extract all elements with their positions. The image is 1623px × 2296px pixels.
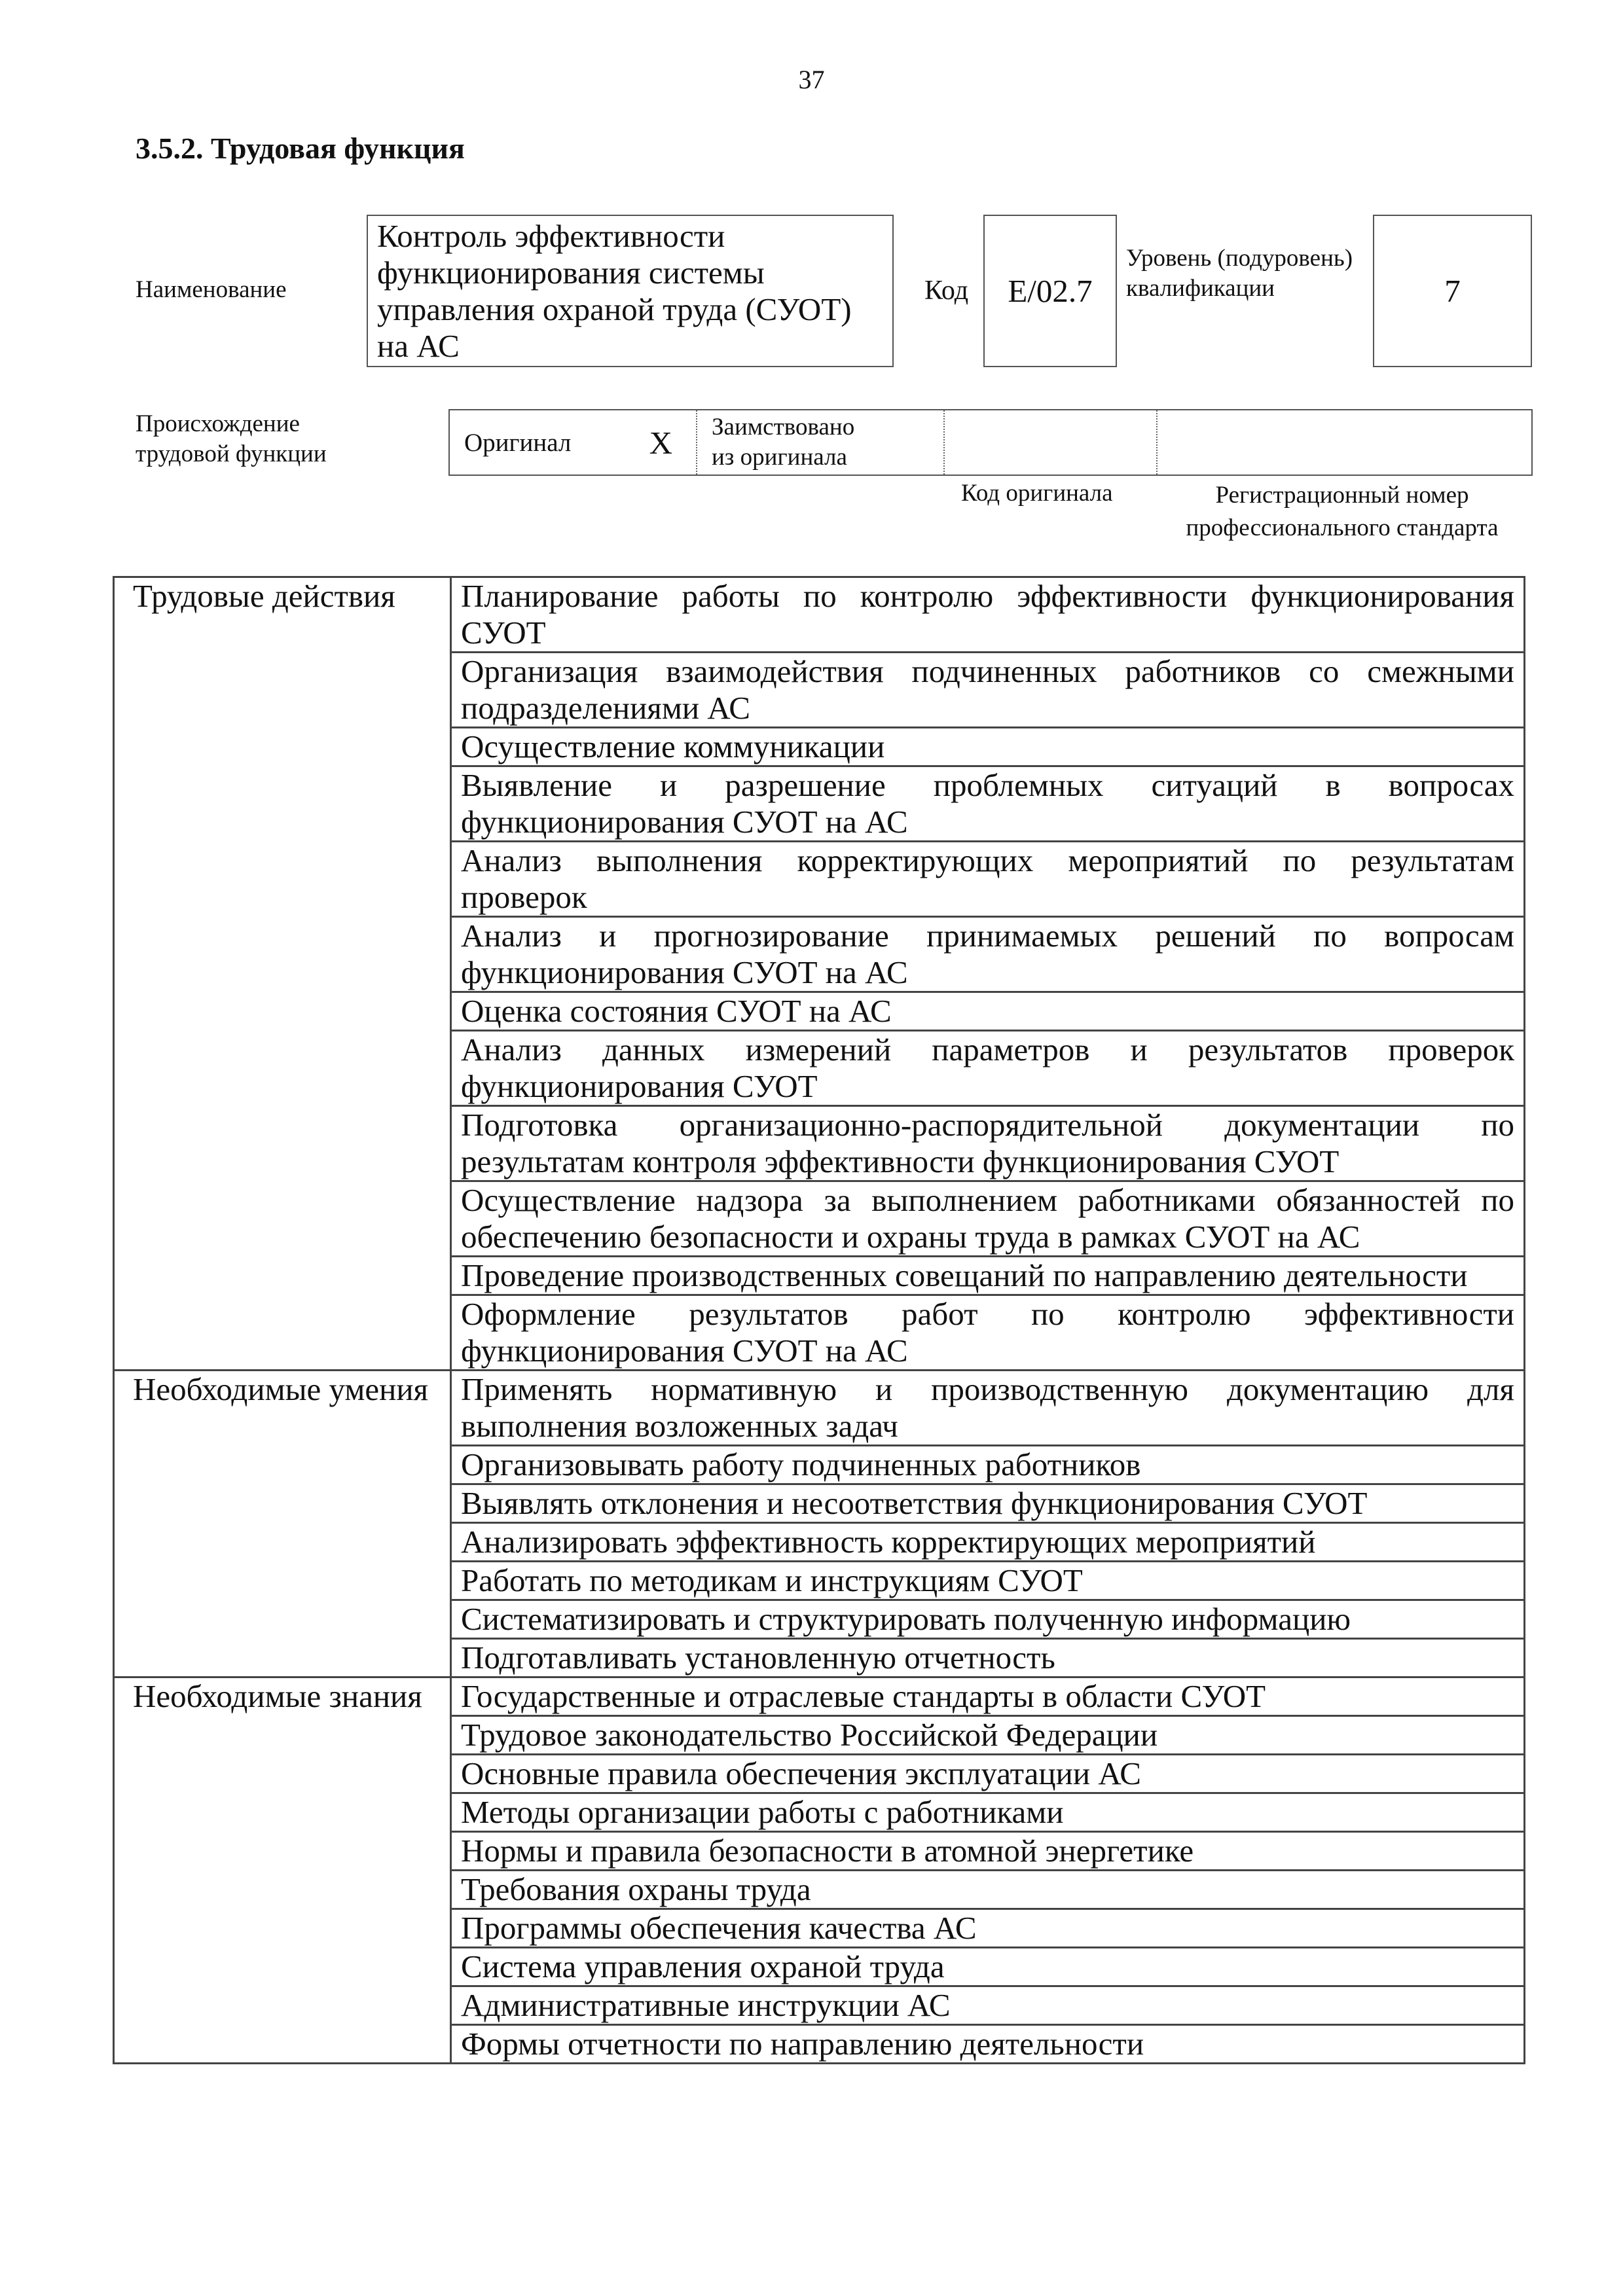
list-item: Оценка состояния СУОТ на АС (451, 992, 1525, 1031)
table-row (114, 577, 1525, 653)
list-item: Система управления охраной труда (451, 1948, 1525, 1986)
origin-borrowed-cell (697, 410, 945, 475)
list-item: Методы организации работы с работниками (451, 1793, 1525, 1832)
registration-number-cell (1158, 410, 1531, 475)
table-row (114, 1677, 1525, 1716)
origin-row (448, 409, 1533, 476)
list-item: Программы обеспечения качества АС (451, 1909, 1525, 1948)
section-heading: Необходимые умения (114, 1371, 451, 1677)
list-item: Организовывать работу подчиненных работников (451, 1446, 1525, 1484)
list-item: Планирование работы по контролю эффективности функционирования СУОТ (451, 577, 1525, 653)
list-item: Выявление и разрешение проблемных ситуаций в вопросах функционирования СУОТ на АС (451, 766, 1525, 842)
list-item: Основные правила обеспечения эксплуатации АС (451, 1755, 1525, 1793)
code-value: E/02.7 (983, 215, 1117, 367)
list-item: Выявлять отклонения и несоответствия функционирования СУОТ (451, 1484, 1525, 1523)
list-item: Требования охраны труда (451, 1871, 1525, 1909)
page-number: 37 (798, 65, 825, 94)
list-item: Государственные и отраслевые стандарты в области СУОТ (451, 1677, 1525, 1716)
section-title: 3.5.2. Трудовая функция (136, 132, 465, 165)
list-item: Формы отчетности по направлению деятельности (451, 2025, 1525, 2064)
registration-number-caption: Регистрационный номер профессионального стандарта (1186, 482, 1499, 541)
origin-original-mark: X (649, 424, 672, 461)
list-item: Нормы и правила безопасности в атомной энергетике (451, 1832, 1525, 1871)
list-item: Анализ и прогнозирование принимаемых решений по вопросам функционирования СУОТ на АС (451, 917, 1525, 992)
origin-original-label: Оригинал (464, 428, 572, 457)
origin-label: Происхождение трудовой функции (136, 410, 327, 467)
list-item: Трудовое законодательство Российской Федерации (451, 1716, 1525, 1755)
list-item: Организация взаимодействия подчиненных работников со смежными подразделениями АС (451, 653, 1525, 728)
list-item: Анализировать эффективность корректирующих мероприятий (451, 1523, 1525, 1562)
qualification-level-value: 7 (1373, 215, 1532, 367)
section-heading: Необходимые знания (114, 1677, 451, 2064)
origin-original-cell (450, 410, 697, 475)
list-item: Анализ данных измерений параметров и результатов проверок функционирования СУОТ (451, 1031, 1525, 1106)
list-item: Осуществление надзора за выполнением работниками обязанностей по обеспечению безопасности и охраны труда в рамках СУОТ на АС (451, 1181, 1525, 1257)
function-name-label: Наименование (136, 276, 287, 303)
list-item: Административные инструкции АС (451, 1986, 1525, 2025)
list-item: Анализ выполнения корректирующих мероприятий по результатам проверок (451, 842, 1525, 917)
list-item: Оформление результатов работ по контролю эффективности функционирования СУОТ на АС (451, 1295, 1525, 1371)
list-item: Подготавливать установленную отчетность (451, 1639, 1525, 1677)
origin-borrowed-label: Заимствовано из оригинала (712, 414, 855, 471)
list-item: Проведение производственных совещаний по направлению деятельности (451, 1257, 1525, 1295)
code-label: Код (924, 276, 969, 306)
original-code-caption: Код оригинала (961, 480, 1113, 507)
list-item: Применять нормативную и производственную документацию для выполнения возложенных задач (451, 1371, 1525, 1446)
list-item: Работать по методикам и инструкциям СУОТ (451, 1562, 1525, 1600)
function-details-table (113, 576, 1525, 2064)
function-name-text: Контроль эффективности функционирования системы управления охраной труда (СУОТ) на АС (377, 217, 852, 364)
list-item: Осуществление коммуникации (451, 728, 1525, 766)
function-name-value (367, 215, 894, 367)
list-item: Подготовка организационно-распорядительной документации по результатам контроля эффективности функционирования СУОТ (451, 1106, 1525, 1181)
qualification-level-label: Уровень (подуровень) квалификации (1126, 245, 1353, 302)
section-heading: Трудовые действия (114, 577, 451, 1371)
original-code-cell (945, 410, 1158, 475)
list-item: Систематизировать и структурировать полученную информацию (451, 1600, 1525, 1639)
function-details-body (114, 577, 1525, 2064)
table-row (114, 1371, 1525, 1446)
